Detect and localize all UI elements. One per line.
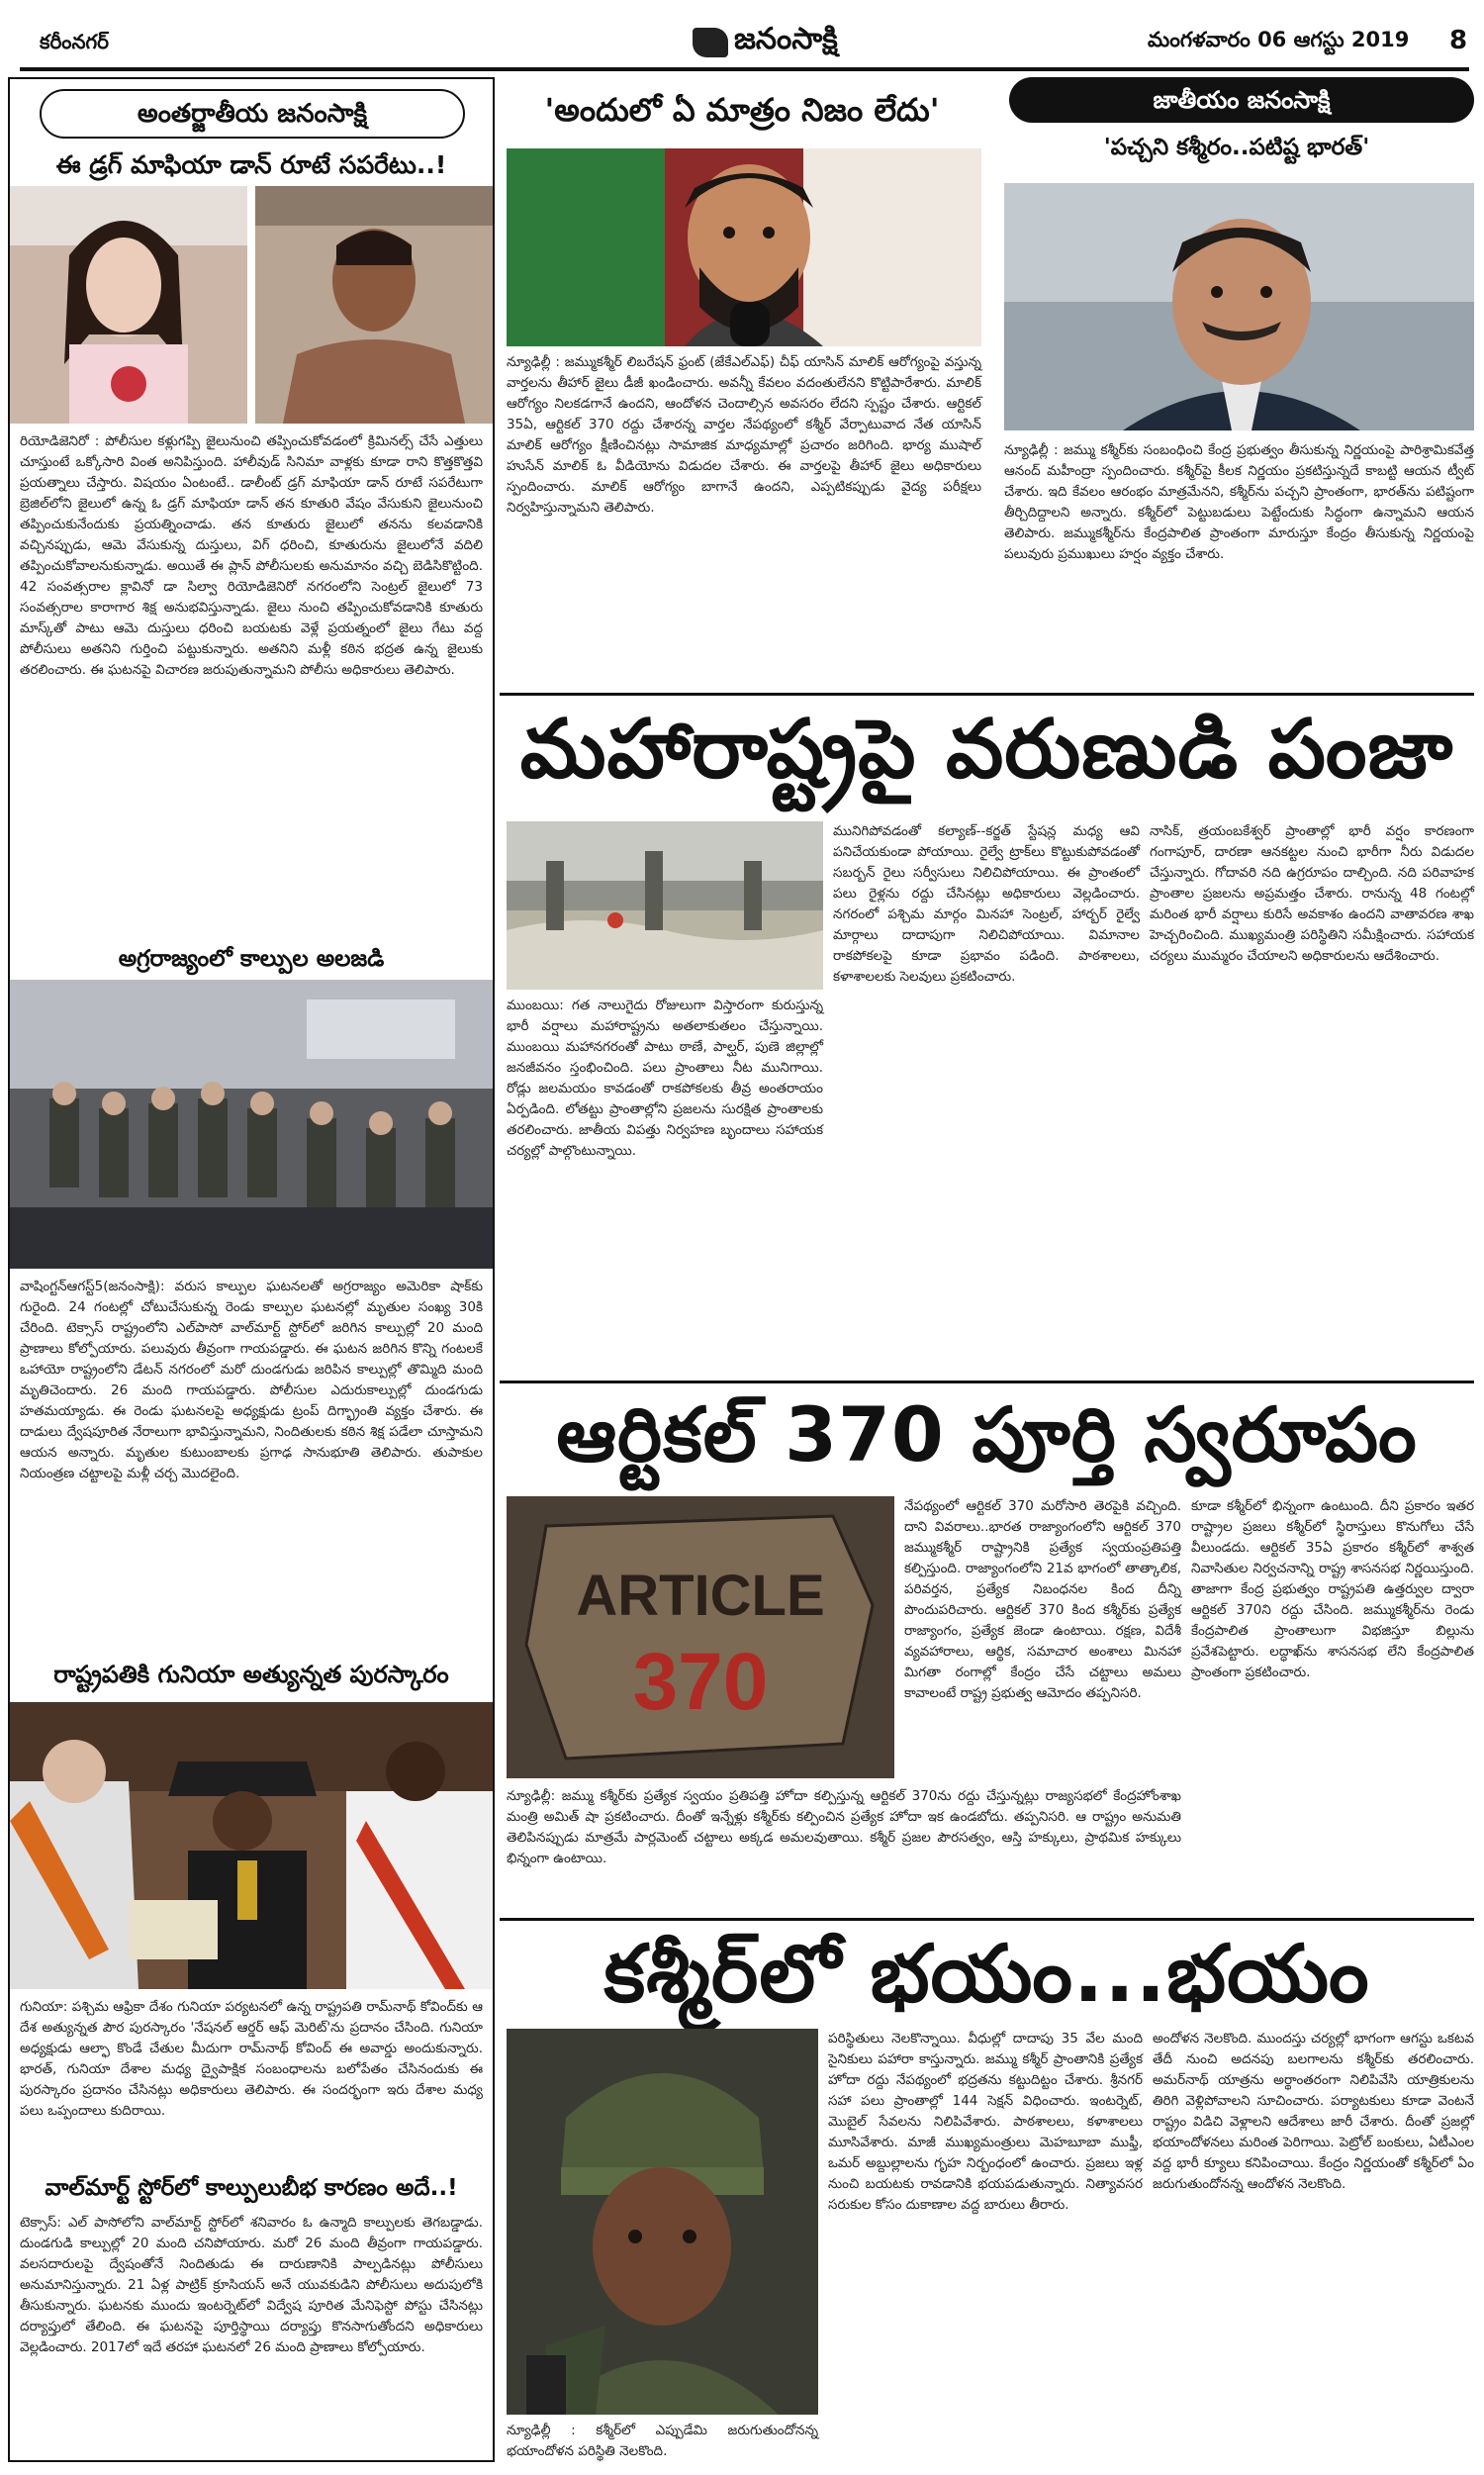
kashmir-body-col1: పరిస్థితులు నెలకొన్నాయి. వీధుల్లో దాదాపు 35 వేల మంది సైనికులు పహారా కాస్తున్నారు. జమ్ము కశ్మీర్‌ ప్రాంతానికి ప్రత్యేక హోదా రద్దు నేపథ్యంలో భద్రతను కట్టుదిట్టం చేశారు. శ్రీనగర్‌ సహా పలు ప్రాంతాల్లో 144 సెక్షన్‌ విధించారు. ఇంటర్నెట్‌, మొబైల్‌ సేవలను నిలిపివేశారు. పాఠశాలలు, కళాశాలలు మూసివేశారు. మాజీ ముఖ్యమంత్రులు మెహబూబా ముఫ్తీ, ఒమర్‌ అబ్దుల్లాలను గృహ నిర్బంధంలో ఉంచారు. ప్రజలు ఇళ్ల నుంచి బయటకు రావడానికి భయపడుతున్నారు. నిత్యావసర సరుకుల కోసం దుకాణాల వద్ద బారులు తీరారు.: [828, 2031, 1143, 2213]
section-rule-2: [500, 1380, 1474, 1383]
paper-logo-icon: [693, 28, 728, 57]
header-rule: [20, 67, 1469, 71]
drug-mafia-body: రియోడిజెనిరో : పోలీసుల కళ్లుగప్పి జైలునుంచి తప్పించుకోవడంలో క్రిమినల్స్ చేసే ఎత్తులు చూస్తుంటే ఒక్కోసారి వింత అనిపిస్తుంది. హాలీవుడ్ సినిమా వాళ్లకు కూడా రాని కొత్తకొత్తవి ప్రయత్నాలు చేస్తారు. విషయం ఏంటంటే.. డాలీంట్ డ్రగ్ మాఫియా డాన్ రూటే సపరేటుగా బ్రెజిల్‌లోని జైలులో ఉన్న ఓ డ్రగ్ మాఫియా డాన్ తన కూతురి వేషం వేసుకుని జైలునుంచి తప్పించుకునేందుకు ప్రయత్నించాడు. తన కూతురు జైలులో తనను కలవడానికి వచ్చినప్పుడు, ఆమె వేసుకున్న దుస్తులు, విగ్ ధరించి, కూతురును జైలులోనే వదిలి తప్పించుకోవాలనుకున్నాడు. అయితే ఈ ప్లాన్ పోలీసులకు అనుమానం వచ్చి బెడిసికొట్టింది. 42 సంవత్సరాల క్లావినో డా సిల్వా రియోడిజెనిరో నగరంలోని సెంట్రల్ జైలులో 73 సంవత్సరాల కారాగార శిక్ష అనుభవిస్తున్నాడు. జైలు నుంచి తప్పించుకోవడానికి కూతురు మాస్క్‌తో పాటు ఆమె దుస్తులు ధరించి బయటకు వెళ్లే ప్రయత్నంలో జైలు గేటు వద్ద పోలీసులు అతనిని గుర్తించి పట్టుకున్నారు. అతనిని మళ్లీ కఠిన భద్రత ఉన్న జైలుకు తరలించారు. ఈ ఘటనపై విచారణ జరుపుతున్నామని పోలీసు అధికారులు తెలిపారు.: [20, 433, 483, 678]
article370-body-col2: కూడా కశ్మీర్‌లో భిన్నంగా ఉంటుంది. దీని ప్రకారం ఇతర రాష్ట్రాల ప్రజలు కశ్మీర్‌లో స్థిరాస్తులు కొనుగోలు చేసే వీలుండదు. ఆర్టికల్‌ 35ఏ ప్రకారం కశ్మీర్‌లో శాశ్వత నివాసితుల నిర్వచనాన్ని రాష్ట్ర శాసనసభ నిర్ణయిస్తుంది. తాజాగా కేంద్ర ప్రభుత్వం రాష్ట్రపతి ఉత్తర్వుల ద్వారా ఆర్టికల్‌ 370ని రద్దు చేసింది. జమ్ముకశ్మీర్‌ను రెండు కేంద్రపాలిత ప్రాంతాలుగా విభజిస్తూ బిల్లును ప్రవేశపెట్టారు. లద్ధాఖ్‌ను శాసనసభ లేని కేంద్రపాలిత ప్రాంతంగా ప్రకటించారు.: [1191, 1498, 1474, 1680]
section-banner-international: అంతర్జాతీయ జనంసాక్షి: [40, 89, 465, 139]
article370-photo: [507, 1496, 894, 1778]
section-banner-national: జాతీయం జనంసాక్షి: [1009, 77, 1474, 123]
issue-date: మంగళవారం 06 ఆగస్టు 2019: [1148, 28, 1410, 51]
kashmir-soldier-photo: [507, 2029, 818, 2415]
article370-image-number: 370: [632, 1637, 769, 1727]
page-header: [0, 0, 1484, 69]
drug-mafia-photo: [10, 186, 493, 424]
international-section: [8, 77, 495, 2462]
article370-image-label: ARTICLE: [576, 1564, 825, 1628]
article370-headline: ఆర్టికల్‌ 370 పూర్తి స్వరూపం: [556, 1390, 1418, 1478]
maharashtra-body-col1: ముంబయి: గత నాలుగైదు రోజులుగా విస్తారంగా కురుస్తున్న భారీ వర్షాలు మహారాష్ట్రను అతలాకుతలం చేస్తున్నాయి. ముంబయి మహానగరంతో పాటు ఠాణే, పాల్ఘర్‌, పుణె జిల్లాల్లో జనజీవనం స్తంభించింది. పలు ప్రాంతాలు నీట మునిగాయి. రోడ్లు జలమయం కావడంతో రాకపోకలకు తీవ్ర అంతరాయం ఏర్పడింది. లోతట్టు ప్రాంతాల్లోని ప్రజలను సురక్షిత ప్రాంతాలకు తరలించారు. జాతీయ విపత్తు నిర్వహణ బృందాలు సహాయక చర్యల్లో పాల్గొంటున్నాయి.: [507, 998, 823, 1159]
yasin-malik-body: న్యూఢిల్లీ : జమ్ముకశ్మీర్‌ లిబరేషన్‌ ఫ్రంట్‌ (జేకేఎల్‌ఎఫ్‌) చీఫ్‌ యాసిన్‌ మాలిక్‌ ఆరోగ్యంపై వస్తున్న వార్తలను తీహార్‌ జైలు డీజీ ఖండించారు. అవన్నీ కేవలం వదంతులేనని కొట్టిపారేశారు. మాలిక్‌ ఆరోగ్యం నిలకడగానే ఉందని, ఆందోళన చెందాల్సిన అవసరం లేదని స్పష్టం చేశారు. ఆర్టికల్‌ 35ఏ, ఆర్టికల్‌ 370 రద్దు చేశారన్న వార్తల నేపథ్యంలో కశ్మీర్‌ వేర్పాటువాద నేత యాసిన్‌ మాలిక్‌ ఆరోగ్యం క్షీణించినట్లు సామాజిక మాధ్యమాల్లో ప్రచారం జరిగింది. భార్య ముషాల్‌ హుసేన్‌ మాలిక్‌ ఓ వీడియోను విడుదల చేశారు. ఈ వార్తలపై తీహార్‌ జైలు అధికారులు స్పందించారు. మాలిక్‌ ఆరోగ్యం బాగానే ఉందని, ఎప్పటికప్పుడు వైద్య పరీక్షలు నిర్వహిస్తున్నామని తెలిపారు.: [507, 354, 981, 516]
yasin-malik-headline: 'అందులో ఏ మాత్రం నిజం లేదు': [544, 91, 940, 129]
mahindra-headline: 'పచ్చని కశ్మీరం..పటిష్ట భారత్‌': [1103, 135, 1370, 160]
masthead: [693, 22, 838, 63]
kashmir-headline: కశ్మీర్‌లో భయం...భయం: [603, 1928, 1370, 2020]
drug-mafia-headline: ఈ డ్రగ్ మాఫియా డాన్ రూటే సపరేటు..!: [55, 150, 447, 179]
anand-mahindra-photo: [1004, 183, 1474, 430]
article370-caption: న్యూఢిల్లీ: జమ్ము కశ్మీర్‌కు ప్రత్యేక స్వయం ప్రతిపత్తి హోదా కల్పిస్తున్న ఆర్టికల్‌ 370ను రద్దు చేస్తున్నట్లు రాజ్యసభలో కేంద్రహోంశాఖ మంత్రి అమిత్‌ షా ప్రకటించారు. దీంతో ఇన్నేళ్లు కశ్మీర్‌కు కల్పించిన ప్రత్యేక హోదా ఇక ఉండబోదు. తప్పనిసరి. ఆ రాష్ట్రం అనుమతి తెలిపినప్పుడు మాత్రమే పార్లమెంట్‌ చట్టాలు అక్కడ అమలవుతాయి. కశ్మీర్‌ ప్రజల పౌరసత్వం, ఆస్తి హక్కులు, ప్రాథమిక హక్కులు భిన్నంగా ఉంటాయి.: [507, 1788, 1181, 1866]
maharashtra-flood-photo: [507, 821, 823, 990]
maharashtra-body-col3: నాసిక్‌, త్రయంబకేశ్వర్‌ ప్రాంతాల్లో భారీ వర్షం కారణంగా గంగాపూర్‌, దారణా ఆనకట్టల నుంచి భారీగా నీరు విడుదల చేస్తున్నారు. గోదావరి నది ఉగ్రరూపం దాల్చింది. నది పరివాహక ప్రాంతాల ప్రజలను అప్రమత్తం చేశారు. రానున్న 48 గంటల్లో మరింత భారీ వర్షాలు కురిసే అవకాశం ఉందని వాతావరణ శాఖ హెచ్చరించింది. ముఖ్యమంత్రి పరిస్థితిని సమీక్షించారు. సహాయక చర్యలు ముమ్మరం చేయాలని అధికారులను ఆదేశించారు.: [1150, 823, 1474, 964]
us-shootings-photo: [10, 980, 493, 1269]
president-award-headline: రాష్ట్రపతికి గునియా అత్యున్నత పురస్కారం: [53, 1661, 449, 1688]
section-rule-3: [500, 1918, 1474, 1921]
maharashtra-body-col2: మునిగిపోవడంతో కల్యాణ్‌--కర్జత్‌ స్టేషన్ల మధ్య ఆవి పనిచేయకుండా పోయాయి. రైల్వే ట్రాక్‌లు కొట్టుకుపోవడంతో సబర్బన్‌ రైలు సర్వీసులు నిలిచిపోయాయి. ఈ ప్రాంతంలో పలు రైళ్లను రద్దు చేసినట్లు అధికారులు వెల్లడించారు. నగరంలో పశ్చిమ మార్గం మినహా సెంట్రల్‌, హార్బర్‌ రైల్వే మార్గాలు దాదాపుగా నిలిచిపోయాయి. విమానాల రాకపోకలపై కూడా ప్రభావం పడింది. పాఠశాలలు, కళాశాలలకు సెలవులు ప్రకటించారు.: [833, 823, 1140, 985]
article370-body-col1: నేపథ్యంలో ఆర్టికల్‌ 370 మరోసారి తెరపైకి వచ్చింది. దాని వివరాలు..భారత రాజ్యాంగంలోని ఆర్టికల్‌ 370 జమ్ముకశ్మీర్‌ రాష్ట్రానికి ప్రత్యేక స్వయంప్రతిపత్తి కల్పిస్తుంది. రాజ్యాంగంలోని 21వ భాగంలో తాత్కాలిక, పరివర్తన, ప్రత్యేక నిబంధనల కింద దీన్ని పొందుపరిచారు. ఆర్టికల్‌ 370 కింద కశ్మీర్‌కు ప్రత్యేక రాజ్యాంగం, ప్రత్యేక జెండా ఉంటాయి. రక్షణ, విదేశీ వ్యవహారాలు, ఆర్థిక, సమాచార అంశాలు మినహా మిగతా రంగాల్లో కేంద్రం చేసే చట్టాలు అమలు కావాలంటే రాష్ట్ర ప్రభుత్వ ఆమోదం తప్పనిసరి.: [904, 1498, 1181, 1701]
walmart-body: టెక్సాస్‌: ఎల్‌ పాసోలోని వాల్‌మార్ట్‌ స్టోర్‌లో శనివారం ఓ ఉన్మాది కాల్పులకు తెగబడ్డాడు. దుండగుడి కాల్పుల్లో 20 మంది చనిపోయారు. మరో 26 మంది తీవ్రంగా గాయపడ్డారు. వలసదారులపై ద్వేషంతోనే నిందితుడు ఈ దారుణానికి పాల్పడినట్లు పోలీసులు అనుమానిస్తున్నారు. 21 ఏళ్ల పాట్రిక్‌ క్రూసియస్‌ అనే యువకుడిని పోలీసులు అదుపులోకి తీసుకున్నారు. ఘటనకు ముందు ఇంటర్నెట్‌లో విద్వేష పూరిత మేనిఫెస్టో పోస్టు చేసినట్లు దర్యాప్తులో తేలింది. ఈ ఘటనపై పూర్తిస్థాయి దర్యాప్తు కొనసాగుతోందని అధికారులు వెల్లడించారు. 2017లో ఇదే తరహా ఘటనలో 26 మంది ప్రాణాలు కోల్పోయారు.: [20, 2215, 483, 2355]
president-award-body: గునియా: పశ్చిమ ఆఫ్రికా దేశం గునియా పర్యటనలో ఉన్న రాష్ట్రపతి రామ్‌నాథ్‌ కోవింద్‌కు ఆ దేశ అత్యున్నత పౌర పురస్కారం 'నేషనల్‌ ఆర్డర్‌ ఆఫ్‌ మెరిట్‌'ను ప్రదానం చేసింది. గునియా అధ్యక్షుడు ఆల్ఫా కొండే చేతుల మీదుగా రామ్‌నాథ్‌ కోవింద్‌ ఈ అవార్డు అందుకున్నారు. భారత్‌, గునియా దేశాల మధ్య ద్వైపాక్షిక సంబంధాలను బలోపేతం చేసినందుకు ఈ పురస్కారం ప్రదానం చేసినట్లు అధికారులు తెలిపారు. ఈ సందర్భంగా ఇరు దేశాల మధ్య పలు ఒప్పందాలు కుదిరాయి.: [20, 1999, 483, 2119]
us-shootings-body: వాషింగ్టన్‌ఆగస్ట్‌5(జనంసాక్షి): వరుస కాల్పుల ఘటనలతో అగ్రరాజ్యం అమెరికా షాక్‌కు గురైంది. 24 గంటల్లో చోటుచేసుకున్న రెండు కాల్పుల ఘటనల్లో మృతుల సంఖ్య 30కి చేరింది. టెక్సాస్ రాష్ట్రంలోని ఎల్‌పాసో వాల్‌మార్ట్‌ స్టోర్‌లో జరిగిన కాల్పుల్లో 20 మంది ప్రాణాలు కోల్పోయారు. పలువురు తీవ్రంగా గాయపడ్డారు. ఈ ఘటన జరిగిన కొన్ని గంటలకే ఒహాయో రాష్ట్రంలోని డేటన్ నగరంలో మరో దుండగుడు జరిపిన కాల్పుల్లో తొమ్మిది మంది మృతిచెందారు. 26 మంది గాయపడ్డారు. పోలీసుల ఎదురుకాల్పుల్లో దుండగుడు హతమయ్యాడు. ఈ రెండు ఘటనలపై అధ్యక్షుడు ట్రంప్ దిగ్భ్రాంతి వ్యక్తం చేశారు. ఈ దాడులు ద్వేషపూరిత నేరాలుగా భావిస్తున్నామని, నిందితులకు కఠిన శిక్ష పడేలా చూస్తామని ఆయన అన్నారు. మృతుల కుటుంబాలకు ప్రగాఢ సానుభూతి తెలిపారు. తుపాకుల నియంత్రణ చట్టాలపై మళ్లీ చర్చ మొదలైంది.: [20, 1279, 483, 1481]
us-shootings-headline: అగ్రరాజ్యంలో కాల్పుల అలజడి: [118, 946, 385, 972]
paper-name: జనంసాక్షి: [734, 22, 838, 56]
mahindra-body: న్యూఢిల్లీ : జమ్ము కశ్మీర్‌కు సంబంధించి కేంద్ర ప్రభుత్వం తీసుకున్న నిర్ణయంపై పారిశ్రామికవేత్త ఆనంద్‌ మహీంద్రా స్పందించారు. కశ్మీర్‌పై కీలక నిర్ణయం ప్రకటిస్తున్నదే కాబట్టి ఆయన ట్వీట్‌ చేశారు. ఇది కేవలం ఆరంభం మాత్రమేనని, కశ్మీర్‌ను పచ్చని ప్రాంతంగా, భారత్‌ను పటిష్టంగా తీర్చిదిద్దాలని అన్నారు. కశ్మీర్‌లో పెట్టుబడులు పెట్టేందుకు సిద్ధంగా ఉన్నామని ఆయన తెలిపారు. జమ్ముకశ్మీర్‌ను కేంద్రపాలిత ప్రాంతంగా మారుస్తూ కేంద్రం తీసుకున్న నిర్ణయంపై పలువురు ప్రముఖులు హర్షం వ్యక్తం చేశారు.: [1004, 442, 1474, 562]
kashmir-body-col2: అందోళన నెలకొంది. ముందస్తు చర్యల్లో భాగంగా ఆగస్టు ఒకటవ తేదీ నుంచి అదనపు బలగాలను కశ్మీర్‌కు తరలించారు. అమర్‌నాథ్‌ యాత్రను అర్థాంతరంగా నిలిపివేసి యాత్రికులను తిరిగి వెళ్లిపోవాలని సూచించారు. పర్యాటకులు కూడా వెంటనే రాష్ట్రం విడిచి వెళ్లాలని ఆదేశాలు జారీ చేశారు. దీంతో ప్రజల్లో భయాందోళనలు మరింత పెరిగాయి. పెట్రోల్‌ బంకులు, ఏటీఎంల వద్ద భారీ క్యూలు కనిపించాయి. కేంద్రం నిర్ణయంతో కశ్మీర్‌లో ఏం జరుగుతుందోనన్న ఆందోళన నెలకొంది.: [1153, 2031, 1474, 2192]
maharashtra-headline: మహారాష్ట్రపై వరుణుడి పంజా: [519, 703, 1454, 797]
edition-name: కరీంనగర్: [40, 30, 109, 53]
page-number: 8: [1449, 26, 1468, 55]
president-award-photo: [10, 1702, 493, 1989]
section-rule-1: [500, 693, 1474, 696]
yasin-malik-photo: [507, 148, 981, 346]
walmart-headline: వాల్‌మార్ట్‌ స్టోర్‌లో కాల్పులుబీభ కారణం అదే..!: [45, 2175, 458, 2201]
kashmir-caption: న్యూఢిల్లీ : కశ్మీర్‌లో ఎప్పుడేమి జరుగుతుందోనన్న భయాందోళన పరిస్థితి నెలకొంది.: [507, 2423, 818, 2459]
